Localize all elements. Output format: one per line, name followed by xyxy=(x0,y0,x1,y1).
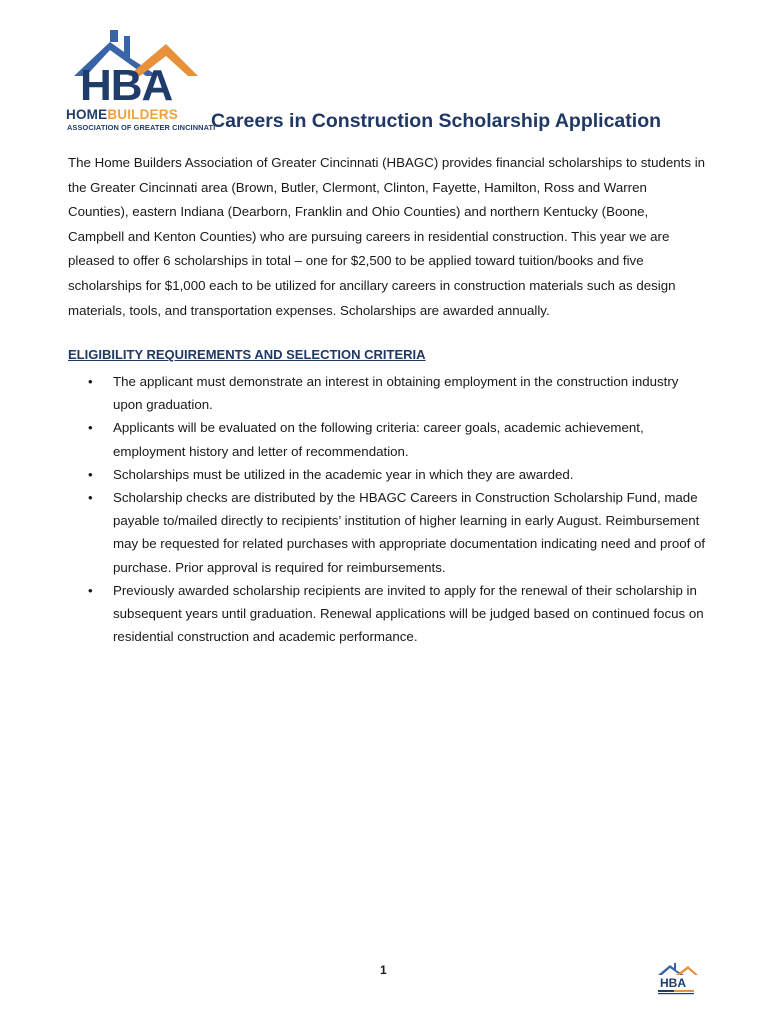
list-item xyxy=(68,486,708,579)
hba-logo xyxy=(66,28,216,132)
bullet-icon: • xyxy=(88,490,93,506)
list-item xyxy=(68,370,708,416)
bullet-icon: • xyxy=(88,582,93,598)
logo-homebuilders-text xyxy=(66,108,178,122)
logo-association-text: ASSOCIATION OF GREATER CINCINNATI xyxy=(67,123,216,132)
logo-home-text: HOME xyxy=(66,107,108,122)
list-item-text: Scholarship checks are distributed by the HBAGC Careers in Construction Scholarship Fund, made payable to/mailed directly to recipients’ institution of higher learning in early August. Reimbursement may be requested for related purchases with appropriate documentation indicating need and proof of purchase. Prior approval is required for reimbursements. xyxy=(113,490,706,575)
svg-text:HBA: HBA xyxy=(660,976,686,990)
list-item xyxy=(68,579,708,649)
list-item xyxy=(68,416,708,462)
list-item-text: Scholarships must be utilized in the academic year in which they are awarded. xyxy=(113,466,574,482)
bullet-icon: • xyxy=(88,420,93,436)
footer-hba-logo-icon xyxy=(656,961,700,997)
list-item-text: Previously awarded scholarship recipients are invited to apply for the renewal of their scholarship in subsequent years until graduation. Renewal applications will be judged based on continued focus on residential construction and academic performance. xyxy=(113,582,704,645)
list-item-text: Applicants will be evaluated on the following criteria: career goals, academic achievement, employment history and letter of recommendation. xyxy=(113,420,644,459)
intro-paragraph: The Home Builders Association of Greater Cincinnati (HBAGC) provides financial scholarships to students in the Greater Cincinnati area (Brown, Butler, Clermont, Clinton, Fayette, Hamilton, Ross and Warren Counties), eastern Indiana (Dearborn, Franklin and Ohio Counties) and northern Kentucky (Boone, Campbell and Kenton Counties) who are pursuing careers in residential construction. This year we are pleased to offer 6 scholarships in total – one for $2,500 to be applied toward tuition/books and five scholarships for $1,000 each to be utilized for ancillary careers in construction materials such as design materials, tools, and transportation expenses. Scholarships are awarded annually. xyxy=(68,155,706,318)
bullet-icon: • xyxy=(88,466,93,482)
logo-builders-text: BUILDERS xyxy=(107,107,178,122)
eligibility-list xyxy=(68,370,708,648)
bullet-icon: • xyxy=(88,374,93,389)
list-item-text: The applicant must demonstrate an interest in obtaining employment in the construction industry upon graduation. xyxy=(113,374,679,413)
eligibility-heading: ELIGIBILITY REQUIREMENTS AND SELECTION CRITERIA xyxy=(68,347,426,362)
logo-hba-text: HBA xyxy=(80,61,173,110)
page-number: 1 xyxy=(380,963,387,977)
list-item xyxy=(68,463,708,486)
page-title: Careers in Construction Scholarship Application xyxy=(211,110,662,132)
